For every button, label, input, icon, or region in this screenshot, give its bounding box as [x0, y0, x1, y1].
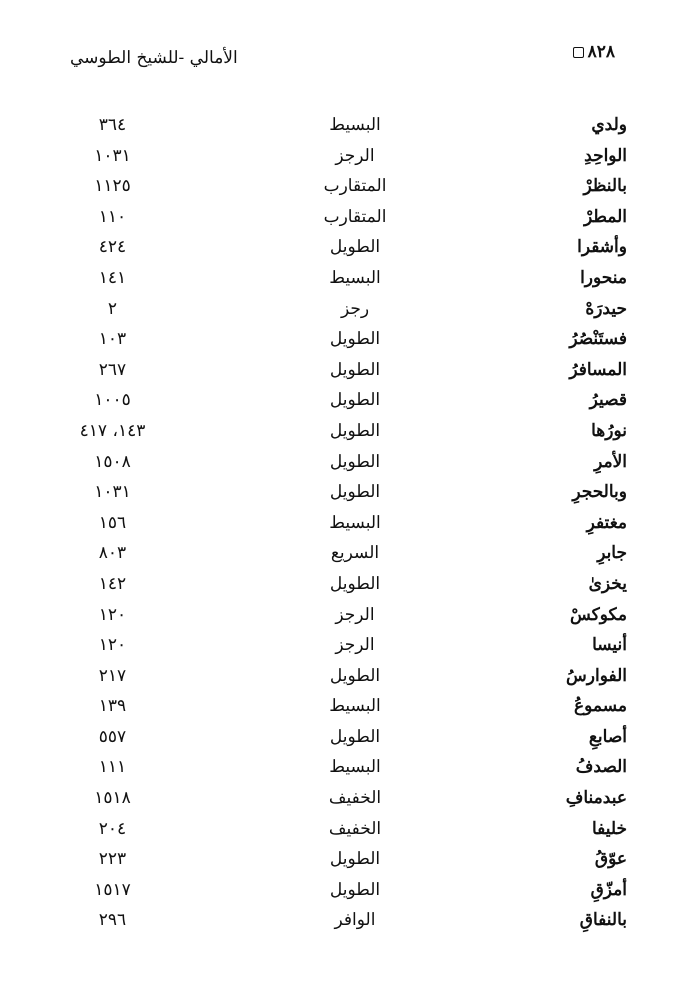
poetic-meter: الرجز	[335, 145, 375, 166]
table-row	[0, 844, 700, 875]
table-row	[0, 294, 700, 325]
rhyme-word: أصابعِ	[588, 726, 627, 747]
rhyme-word: الفوارسُ	[566, 665, 627, 686]
poetic-meter: الوافر	[334, 910, 376, 931]
rhyme-word: بالنظرْ	[583, 176, 627, 197]
page-number-text: ٨٢٨	[587, 42, 615, 62]
page-reference: ١١١	[98, 757, 127, 778]
rhyme-word: وبالحجرِ	[572, 482, 627, 503]
page-reference: ٤٢٤	[98, 237, 127, 258]
poetic-meter: البسيط	[329, 115, 381, 135]
table-row	[0, 630, 700, 661]
poetic-meter: رجز	[340, 298, 370, 319]
table-row	[0, 814, 700, 845]
poetic-meter: الطويل	[329, 359, 381, 380]
poetic-meter: السريع	[330, 543, 380, 564]
page-reference: ١٣٩	[98, 696, 127, 717]
rhyme-word: وأشقرا	[577, 237, 627, 258]
rhyme-word: المطرْ	[583, 206, 627, 227]
table-row	[0, 875, 700, 906]
rhyme-word: أنيسا	[592, 635, 627, 656]
page-reference: ٢١٧	[98, 665, 127, 686]
poetic-meter: الطويل	[329, 665, 381, 686]
poetic-meter: الخفيف	[328, 818, 382, 839]
table-row	[0, 263, 700, 294]
rhyme-word: جابرِ	[597, 543, 627, 564]
rhyme-word: عوّقُ	[594, 849, 627, 870]
poetic-meter: الطويل	[329, 390, 381, 411]
page-reference: ٨٠٣	[98, 543, 127, 564]
table-row	[0, 722, 700, 753]
table-row	[0, 171, 700, 202]
rhyme-word: فستَنْصُرُ	[569, 329, 627, 350]
table-row	[0, 202, 700, 233]
table-row	[0, 752, 700, 783]
page-reference: ٢٦٧	[98, 359, 127, 380]
rhyme-word: الأمرِ	[594, 451, 627, 472]
table-row	[0, 508, 700, 539]
poetic-meter: الخفيف	[328, 788, 382, 809]
rhyme-word: يخزىٰ	[588, 573, 627, 594]
table-row	[0, 110, 700, 141]
page-reference: ٢٢٣	[98, 849, 127, 870]
page-reference: ١٥١٧	[94, 879, 131, 900]
poetic-meter: البسيط	[329, 267, 381, 288]
rhyme-word: حيدرَهْ	[585, 298, 627, 319]
poetic-meter: الطويل	[329, 329, 381, 350]
page-reference: ١٥٦	[98, 512, 127, 533]
table-row	[0, 569, 700, 600]
rhyme-word: الواحِدِ	[584, 145, 627, 166]
page-number	[573, 42, 615, 62]
page-reference: ١١٠	[98, 206, 127, 227]
poetic-meter: المتقارب	[323, 206, 387, 227]
table-row	[0, 324, 700, 355]
table-row	[0, 661, 700, 692]
poetic-meter: الطويل	[329, 573, 381, 594]
square-bullet-icon	[573, 47, 584, 58]
rhyme-word: منحورا	[580, 267, 627, 288]
poetic-meter: الطويل	[329, 482, 381, 503]
table-row	[0, 355, 700, 386]
page-reference: ١٢٠	[98, 635, 127, 656]
poetic-meter: الطويل	[329, 237, 381, 258]
table-row	[0, 232, 700, 263]
rhyme-word: نورُها	[591, 420, 627, 441]
page-reference: ١٠٠٥	[94, 390, 131, 411]
table-row	[0, 783, 700, 814]
poetic-meter: البسيط	[329, 696, 381, 717]
poetic-meter: البسيط	[329, 757, 381, 778]
page-header	[70, 38, 615, 74]
rhyme-word: ولدي	[591, 115, 627, 135]
page-reference: ١٤٣، ٤١٧	[79, 420, 146, 441]
poetic-meter: الطويل	[329, 726, 381, 747]
poetic-meter: الطويل	[329, 420, 381, 441]
page-reference: ١٠٣	[98, 329, 127, 350]
rhyme-word: عبدمنافِ	[565, 788, 627, 809]
page-reference: ١٥١٨	[94, 788, 131, 809]
page-reference: ١٤٢	[98, 573, 127, 594]
rhyme-word: أمزّقِ	[590, 879, 627, 900]
table-row	[0, 477, 700, 508]
rhyme-word: الصدفُ	[575, 757, 627, 778]
table-row	[0, 600, 700, 631]
rhyme-word: مكوكسْ	[569, 604, 627, 625]
running-title: الأمالي -للشيخ الطوسي	[70, 48, 238, 68]
table-row	[0, 538, 700, 569]
table-row	[0, 691, 700, 722]
rhyme-word: المسافرُ	[569, 359, 627, 380]
poetic-meter: البسيط	[329, 512, 381, 533]
table-row	[0, 905, 700, 936]
page-reference: ١٤١	[98, 267, 127, 288]
page-reference: ٢٩٦	[98, 910, 127, 931]
page-reference: ١٢٠	[98, 604, 127, 625]
rhyme-index-table	[0, 110, 700, 936]
poetic-meter: الرجز	[335, 604, 375, 625]
page-reference: ٢	[107, 298, 118, 319]
page-reference: ١٥٠٨	[94, 451, 131, 472]
page-reference: ١٠٣١	[94, 145, 131, 166]
rhyme-word: قصيرُ	[589, 390, 627, 411]
poetic-meter: الرجز	[335, 635, 375, 656]
poetic-meter: المتقارب	[323, 176, 387, 197]
table-row	[0, 447, 700, 478]
rhyme-word: مسموعُ	[573, 696, 627, 717]
page-reference: ٢٠٤	[98, 818, 127, 839]
rhyme-word: مغتفرِ	[586, 512, 627, 533]
poetic-meter: الطويل	[329, 849, 381, 870]
poetic-meter: الطويل	[329, 879, 381, 900]
page-reference: ٥٥٧	[98, 726, 127, 747]
rhyme-word: خليفا	[591, 818, 627, 839]
table-row	[0, 385, 700, 416]
page-reference: ١٠٣١	[94, 482, 131, 503]
page-reference: ٣٦٤	[98, 115, 127, 135]
table-row	[0, 141, 700, 172]
page-reference: ١١٢٥	[94, 176, 131, 197]
poetic-meter: الطويل	[329, 451, 381, 472]
table-row	[0, 416, 700, 447]
rhyme-word: بالنفاقِ	[579, 910, 627, 931]
